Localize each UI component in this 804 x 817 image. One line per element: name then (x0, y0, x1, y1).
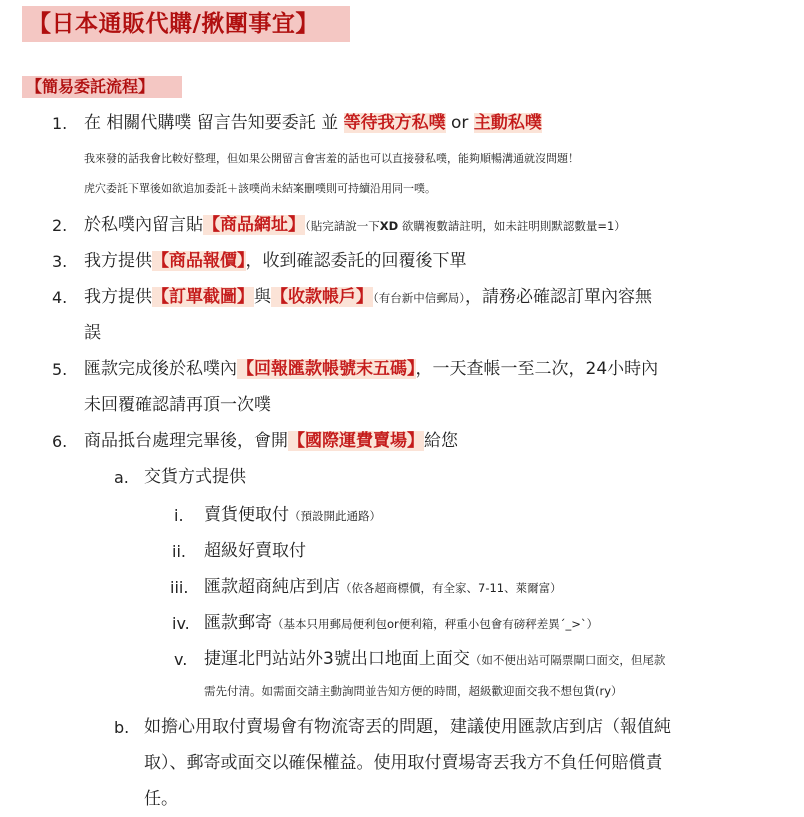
step-2-note-pre: （貼完請說一下 (305, 219, 380, 233)
step-1-highlight-dm: 主動私噗 (473, 113, 542, 133)
step-2-text: 於私噗內留言貼 (84, 215, 203, 235)
step-6-text-post: 給您 (424, 431, 458, 451)
delivery-option-i-note: （預設開此通路） (289, 509, 381, 523)
delivery-option-i-label: i. (174, 506, 184, 525)
step-6b-label: b. (114, 718, 130, 737)
step-1-number: 1. (52, 114, 68, 133)
step-4-and: 與 (254, 287, 271, 307)
delivery-option-ii-text: 超級好賣取付 (204, 541, 306, 561)
step-4-note: （有台新中信郵局） (373, 291, 465, 305)
step-4-number: 4. (52, 288, 68, 307)
step-6-text: 商品抵台處理完畢後，會開 (84, 431, 288, 451)
delivery-option-iii-label: iii. (170, 578, 189, 597)
step-2-highlight-url: 【商品網址】 (203, 215, 305, 235)
delivery-option-iii (204, 576, 562, 599)
delivery-option-iv-text: 匯款郵寄 (204, 613, 272, 633)
step-6-highlight-shipping-store: 【國際運費賣場】 (288, 431, 424, 451)
step-2-note-post: 欲購複數請註明，如未註明則默認數量=1） (398, 219, 626, 233)
delivery-option-v-text: 捷運北門站站外3號出口地面上面交 (204, 649, 470, 669)
delivery-option-ii-label: ii. (172, 542, 186, 561)
step-3-highlight-quote: 【商品報價】 (152, 251, 246, 271)
delivery-option-v-note: （如不便出站可隔票閘口面交，但尾款 (469, 653, 666, 667)
step-6a-label: a. (114, 468, 129, 487)
step-4-line (84, 286, 652, 309)
step-5-highlight-account-digits: 【回報匯款帳號末五碼】 (237, 359, 416, 379)
step-5-line (84, 358, 658, 380)
step-5-continuation: 未回覆確認請再頂一次噗 (84, 395, 271, 415)
delivery-option-iii-note: （依各超商標價，有全家、7-11、萊爾富） (340, 581, 562, 595)
delivery-option-i-text: 賣貨便取付 (204, 505, 289, 525)
step-1-or: or (445, 113, 474, 133)
delivery-option-iv-note: （基本只用郵局便利包or便利箱，秤重小包會有磅秤差異´_>`） (272, 617, 599, 631)
step-4-continuation: 誤 (84, 323, 101, 343)
step-1-highlight-wait: 等待我方私噗 (343, 113, 446, 133)
delivery-option-v-continuation: 需先付清。如需面交請主動詢問並告知方便的時間，超級歡迎面交我不想包貨(ry） (204, 684, 623, 698)
step-2-note-bold: XD (379, 219, 399, 233)
step-4-highlight-account: 【收款帳戶】 (271, 287, 373, 307)
step-6a-text: 交貨方式提供 (144, 467, 246, 487)
section-title: 【簡易委託流程】 (26, 77, 155, 96)
step-5-text-post: ，一天查帳一至二次，24小時內 (415, 359, 659, 379)
step-5-number: 5. (52, 360, 68, 379)
step-5-text: 匯款完成後於私噗內 (84, 359, 237, 379)
step-4-highlight-screenshot: 【訂單截圖】 (152, 287, 254, 307)
step-6b-line-1: 如擔心用取付賣場會有物流寄丟的問題，建議使用匯款店到店（報值純 (144, 717, 671, 737)
step-4-text: 我方提供 (84, 287, 152, 307)
step-6-line (84, 430, 458, 452)
step-1-note-1: 我來發的話我會比較好整理，但如果公開留言會害羞的話也可以直接發私噗，能夠順暢溝通就沒問題！ (84, 152, 579, 165)
delivery-option-iv (204, 612, 598, 635)
delivery-option-iv-label: iv. (172, 614, 190, 633)
step-6-number: 6. (52, 432, 68, 451)
step-4-text-post: ，請務必確認訂單內容無 (465, 287, 652, 307)
step-6b-line-3: 任。 (144, 789, 178, 809)
step-6b-line-2: 取）、郵寄或面交以確保權益。使用取付賣場寄丟我方不負任何賠償責 (144, 753, 663, 773)
step-3-text-post: ，收到確認委託的回覆後下單 (245, 251, 467, 271)
step-3-line (84, 250, 467, 272)
step-2-line (84, 214, 626, 237)
step-2-number: 2. (52, 216, 68, 235)
step-1-line (84, 112, 542, 134)
delivery-option-iii-text: 匯款超商純店到店 (204, 577, 340, 597)
delivery-option-v-label: v. (174, 650, 188, 669)
delivery-option-v (204, 648, 665, 671)
step-1-text: 在 相關代購噗 留言告知要委託 並 (84, 113, 344, 133)
step-3-text: 我方提供 (84, 251, 152, 271)
page-title: 【日本通販代購/揪團事宜】 (28, 11, 319, 37)
step-1-note-2: 虎穴委託下單後如欲追加委託＋該噗尚未結案刪噗則可持續沿用同一噗。 (84, 182, 436, 195)
step-3-number: 3. (52, 252, 68, 271)
delivery-option-i (204, 504, 381, 527)
